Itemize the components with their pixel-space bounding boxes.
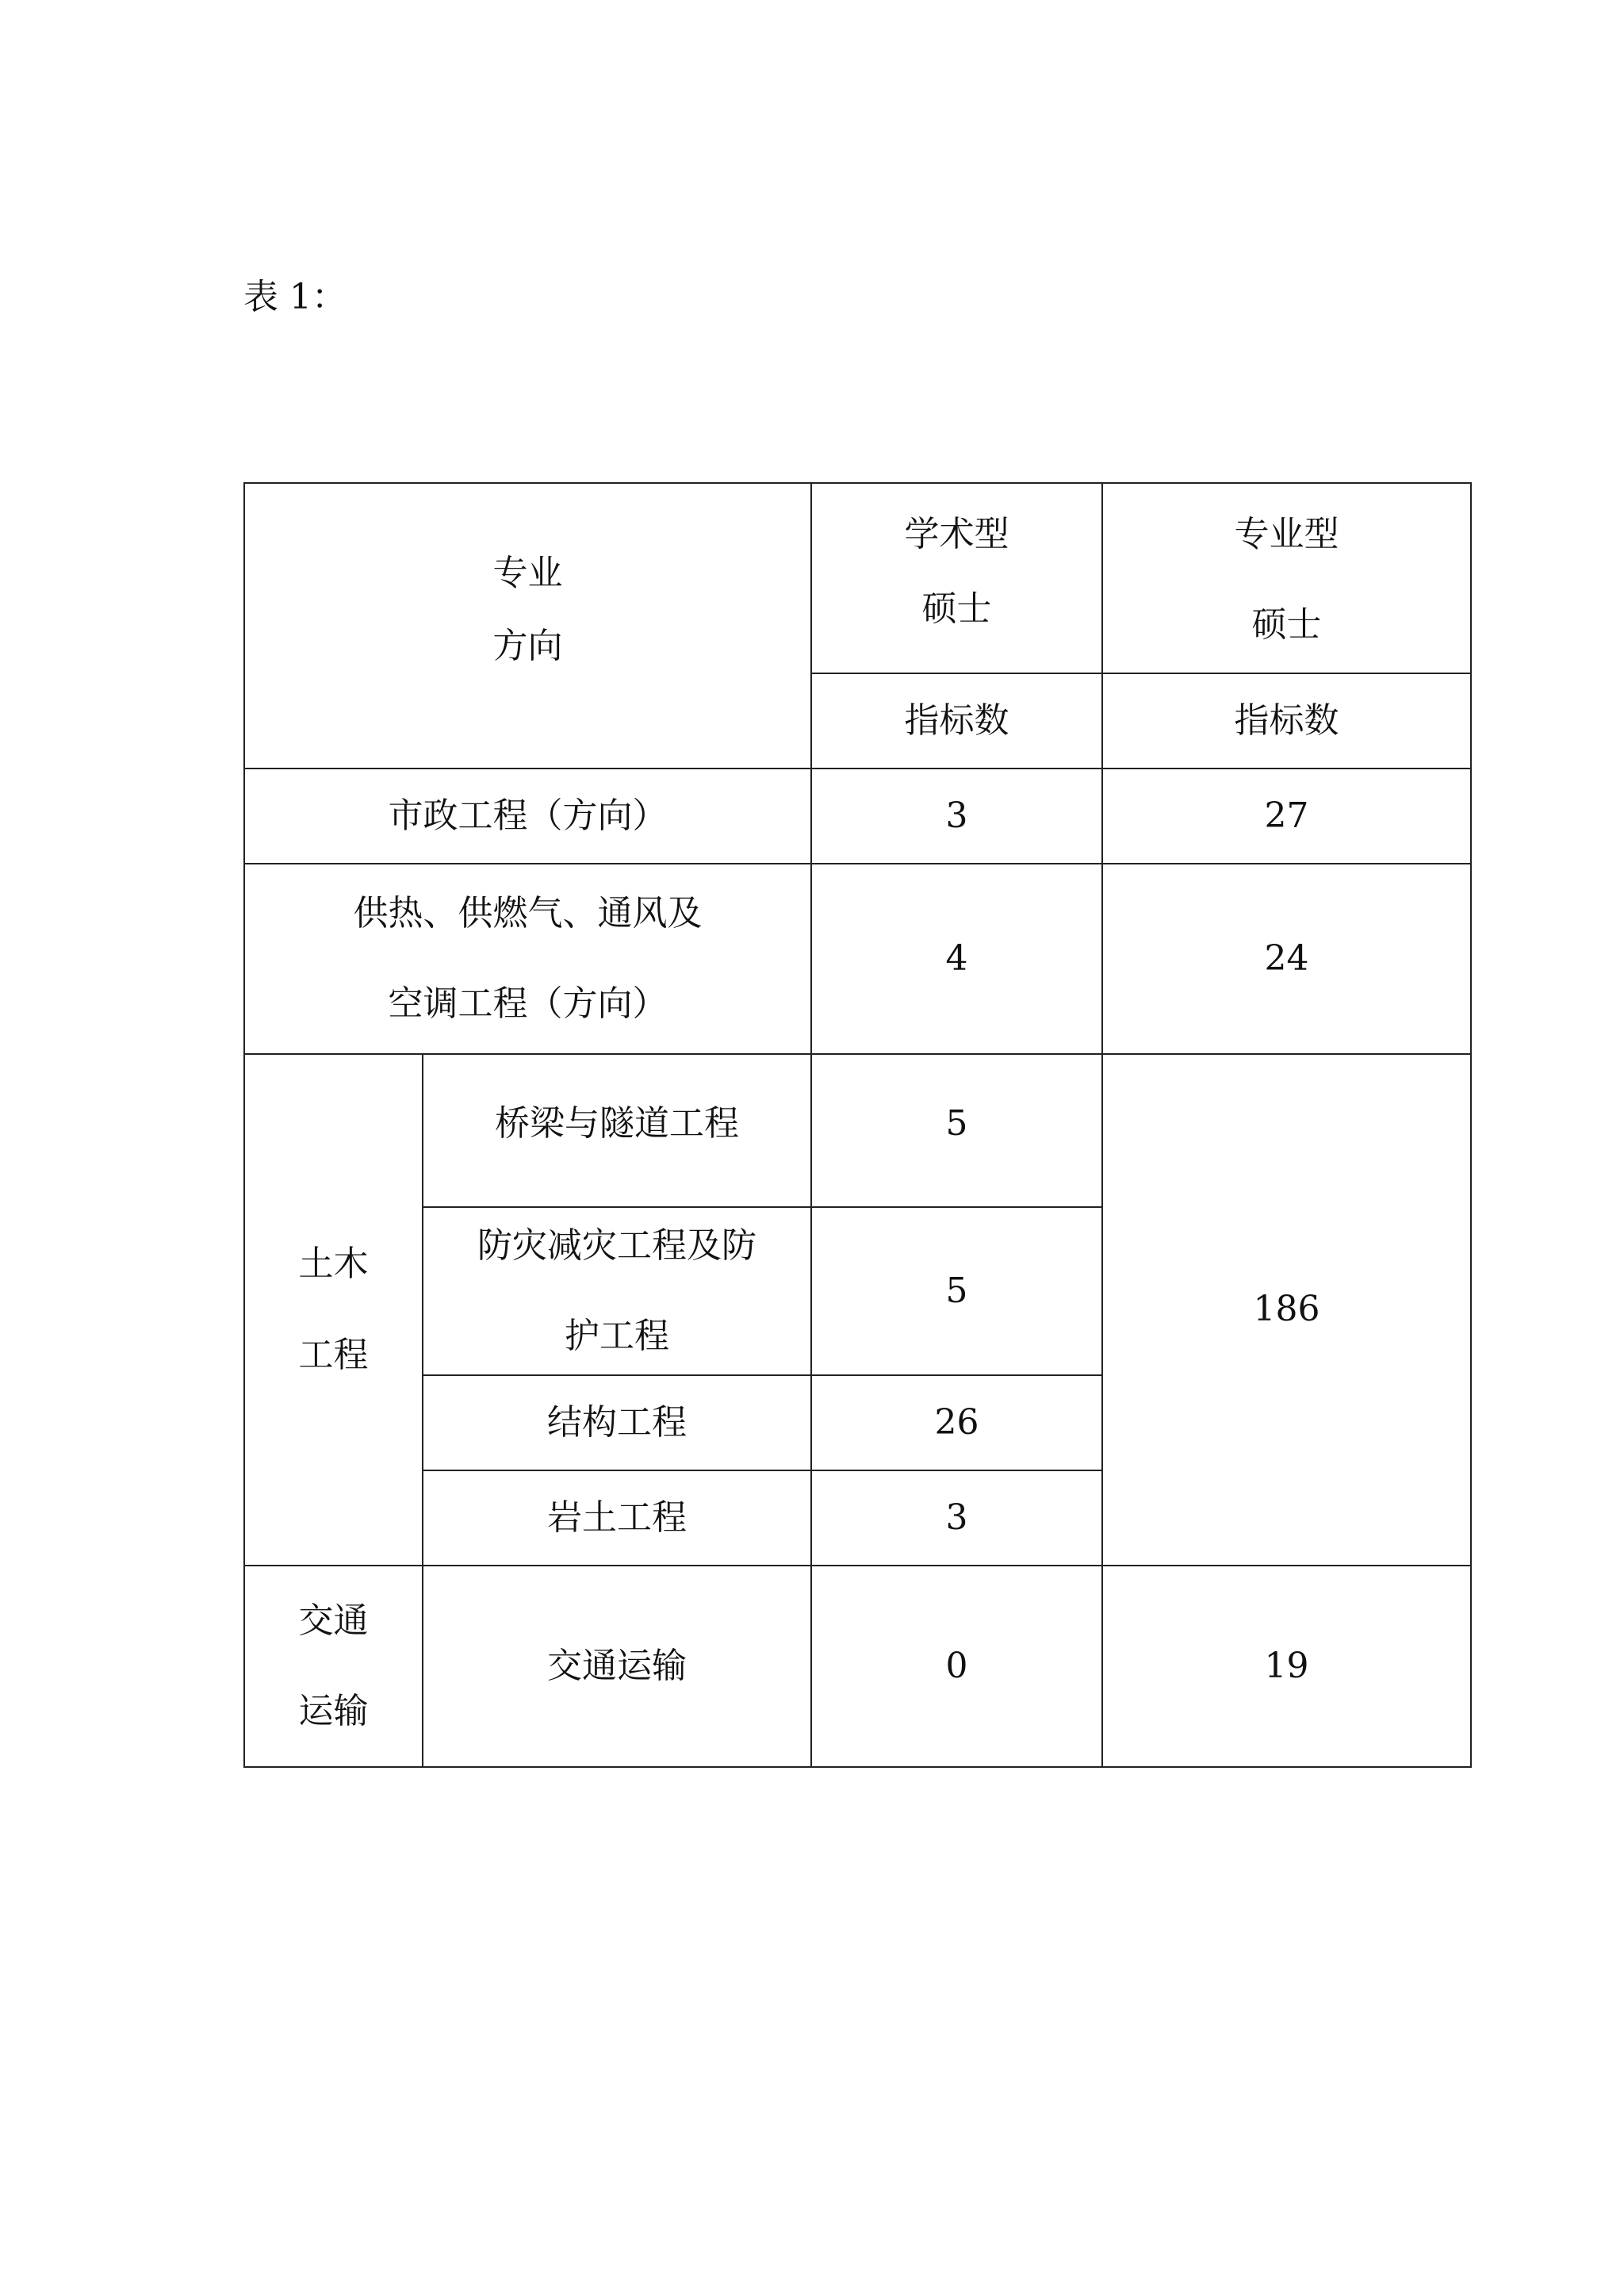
professional-header-line-2: 硕士 [1251,604,1322,645]
group-label-line-2: 工程 [298,1334,369,1375]
professional-master-header [1102,483,1471,673]
professional-value: 19 [1102,1566,1471,1767]
row-label-line-2: 护工程 [565,1316,669,1356]
academic-master-header [811,483,1102,673]
row-label: 岩土工程 [423,1470,811,1566]
table-row [244,1566,1471,1767]
group-label-line-2: 运输 [298,1691,369,1731]
table-row [244,1054,1471,1207]
row-label [244,864,811,1054]
major-header-line-1: 专业 [492,552,563,593]
academic-value: 5 [811,1207,1102,1375]
academic-value: 5 [811,1054,1102,1207]
academic-value: 3 [811,1470,1102,1566]
professional-value: 186 [1102,1054,1471,1566]
group-label-line-1: 土木 [298,1244,369,1285]
row-label-line-1: 供热、供燃气、通风及 [353,892,703,933]
academic-value: 3 [811,769,1102,864]
row-label [423,1207,811,1375]
academic-value: 26 [811,1375,1102,1470]
table-row [244,864,1471,1054]
major-direction-header [244,483,811,769]
academic-value: 4 [811,864,1102,1054]
professional-value: 24 [1102,864,1471,1054]
row-label: 市政工程（方向） [244,769,811,864]
row-label: 交通运输 [423,1566,811,1767]
row-label-line-1: 防灾减灾工程及防 [477,1225,756,1266]
enrollment-quota-table [243,482,1472,1768]
professional-quota-header: 指标数 [1102,673,1471,769]
academic-value: 0 [811,1566,1102,1767]
academic-header-line-1: 学术型 [904,513,1009,554]
professional-header-line-1: 专业型 [1234,513,1339,554]
row-label: 结构工程 [423,1375,811,1470]
group-label-traffic [244,1566,423,1767]
table-caption: 表 1： [243,277,347,317]
group-label-civil [244,1054,423,1566]
table-row [244,769,1471,864]
group-label-line-1: 交通 [298,1600,369,1641]
row-label-line-2: 空调工程（方向） [388,983,668,1024]
academic-header-line-2: 硕士 [921,588,992,629]
header-row [244,483,1471,673]
academic-quota-header: 指标数 [811,673,1102,769]
professional-value: 27 [1102,769,1471,864]
row-label: 桥梁与隧道工程 [423,1054,811,1207]
major-header-line-2: 方向 [492,626,563,666]
